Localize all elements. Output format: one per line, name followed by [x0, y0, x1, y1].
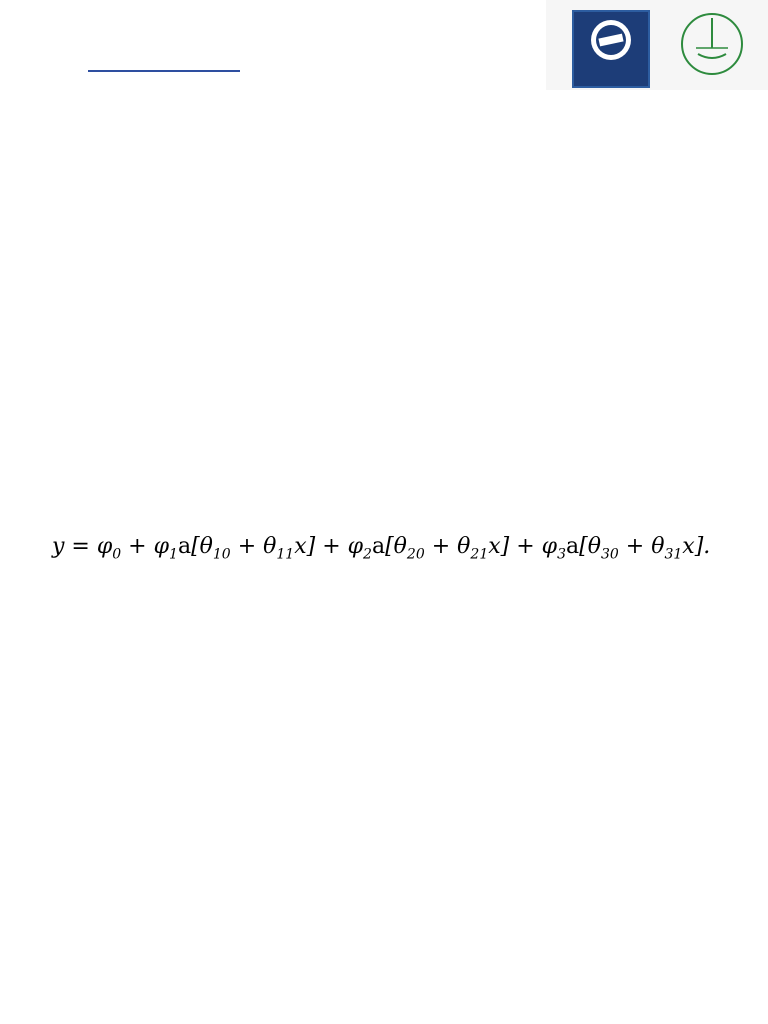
fit-emblem-icon — [574, 12, 648, 86]
tile-video-compression — [46, 54, 76, 84]
hmi-lab-logo-tiles — [6, 8, 86, 88]
hmi-logo-underline — [88, 70, 240, 72]
vnu-emblem-icon — [676, 12, 748, 88]
fit-logo — [572, 10, 650, 88]
tile-computer-graphics — [10, 54, 40, 84]
tile-artificial-intelligence — [46, 18, 76, 48]
activation-pattern-figure — [0, 968, 768, 1024]
tile-computer-vision — [10, 18, 40, 48]
shallow-network-equation: $y = \varphi_0 + \varphi_1a[\theta_{10} + \theta_{11}x] + \varphi_2a[\theta_{20} + \theta_{21}x] + \varphi_3a[\theta_{30} + \theta_{31}x]$. — [52, 534, 711, 563]
vnu-logo — [676, 12, 748, 88]
shallow-network-figure — [0, 585, 768, 800]
